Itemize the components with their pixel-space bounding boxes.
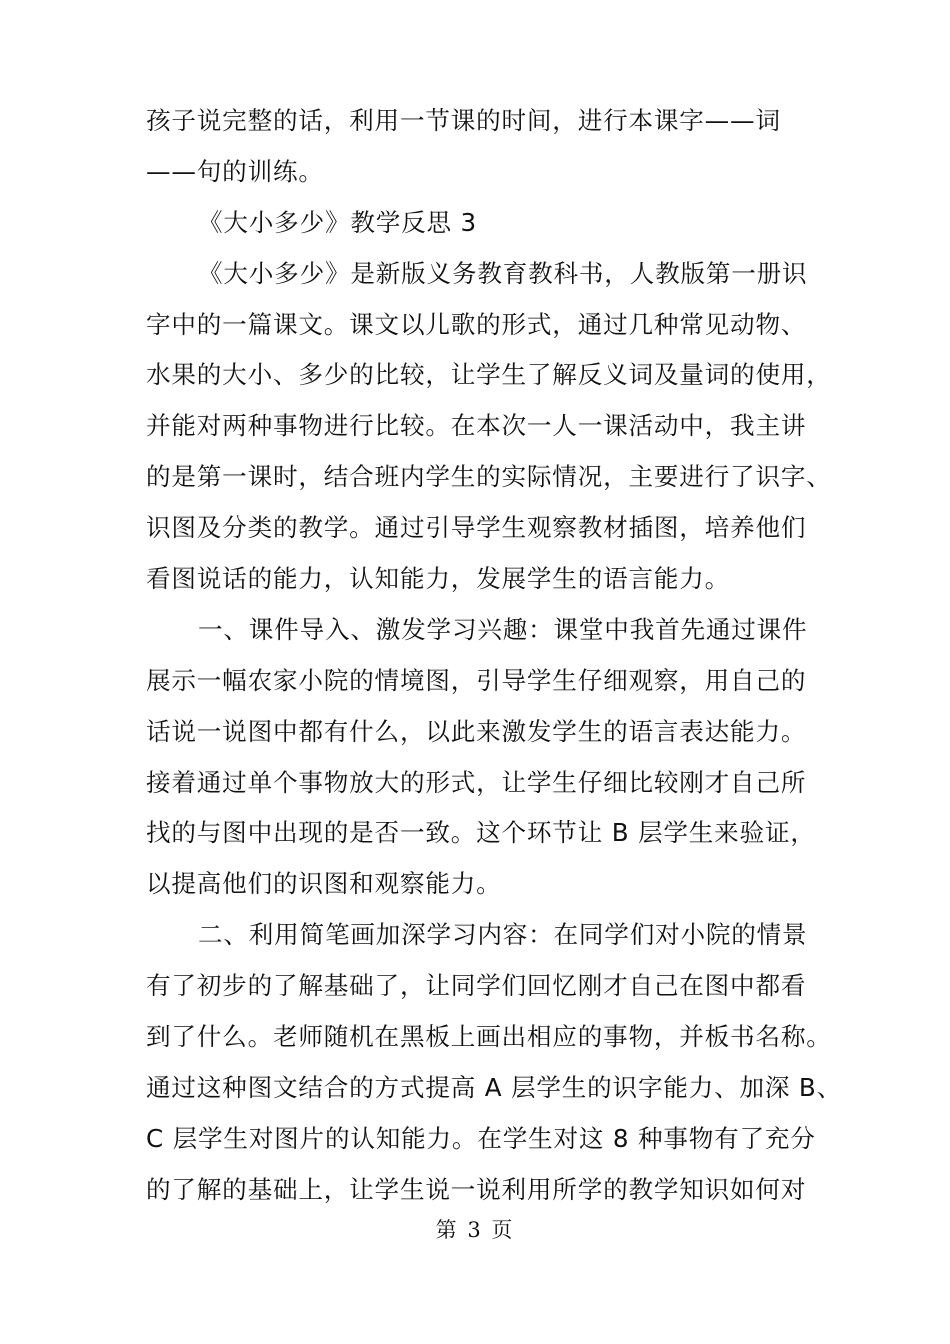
text-line: C 层学生对图片的认知能力。在学生对这 8 种事物有了充分 xyxy=(146,1123,816,1153)
text-line: 二、利用简笔画加深学习内容：在同学们对小院的情景 xyxy=(198,920,808,950)
text-line: 展示一幅农家小院的情境图，引导学生仔细观察，用自己的 xyxy=(146,665,807,695)
text-line: 的了解的基础上，让学生说一说利用所学的教学知识如何对 xyxy=(146,1174,807,1204)
text-line: ——句的训练。 xyxy=(146,156,324,186)
page-number: 第 3 页 xyxy=(435,1218,515,1242)
text-line: 一、课件导入、激发学习兴趣：课堂中我首先通过课件 xyxy=(198,614,808,644)
text-line: 接着通过单个事物放大的形式，让学生仔细比较刚才自己所 xyxy=(146,767,807,797)
text-line: 话说一说图中都有什么，以此来激发学生的语言表达能力。 xyxy=(146,716,807,746)
text-line: 字中的一篇课文。课文以儿歌的形式，通过几种常见动物、 xyxy=(146,309,807,339)
text-line: 的是第一课时，结合班内学生的实际情况，主要进行了识字、 xyxy=(146,462,832,492)
text-line: 识图及分类的教学。通过引导学生观察教材插图，培养他们 xyxy=(146,513,807,543)
text-line: 通过这种图文结合的方式提高 A 层学生的识字能力、加深 B、 xyxy=(146,1072,842,1102)
text-line: 到了什么。老师随机在黑板上画出相应的事物，并板书名称。 xyxy=(146,1022,832,1052)
text-line: 找的与图中出现的是否一致。这个环节让 B 层学生来验证， xyxy=(146,818,816,848)
text-line: 《大小多少》是新版义务教育教科书，人教版第一册识 xyxy=(198,258,808,288)
text-line: 以提高他们的识图和观察能力。 xyxy=(146,869,502,899)
text-line: 有了初步的了解基础了，让同学们回忆刚才自己在图中都看 xyxy=(146,971,807,1001)
text-line: 并能对两种事物进行比较。在本次一人一课活动中，我主讲 xyxy=(146,411,807,441)
section-heading: 《大小多少》教学反思 3 xyxy=(198,207,478,237)
text-line: 水果的大小、多少的比较，让学生了解反义词及量词的使用， xyxy=(146,360,832,390)
text-line: 孩子说完整的话，利用一节课的时间，进行本课字——词 xyxy=(146,106,781,135)
text-line: 看图说话的能力，认知能力，发展学生的语言能力。 xyxy=(146,564,731,594)
body-text xyxy=(146,96,842,1216)
